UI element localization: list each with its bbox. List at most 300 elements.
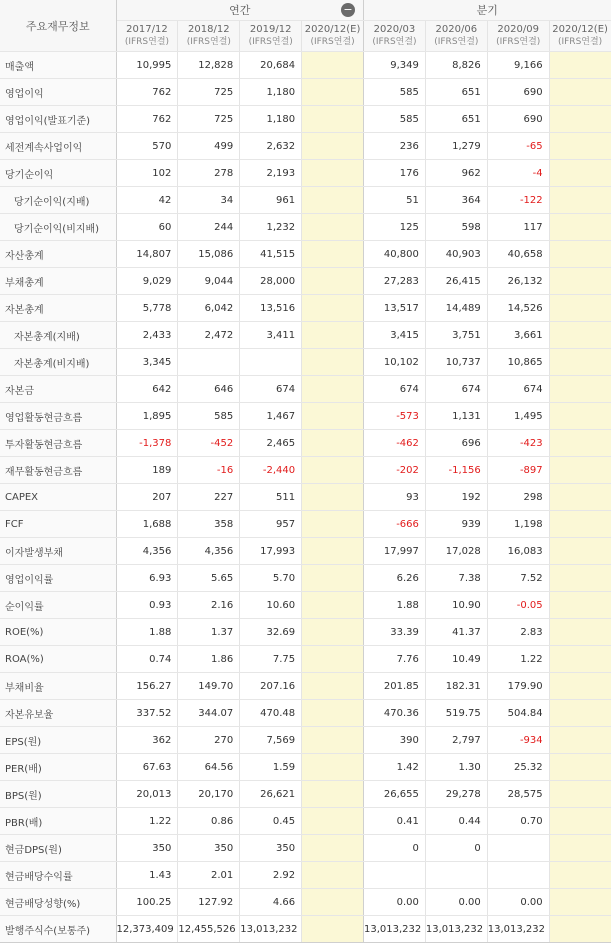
value-cell: 350 — [240, 835, 302, 862]
value-cell: 2,465 — [240, 430, 302, 457]
row-label: 당기순이익 — [0, 160, 116, 187]
value-cell — [549, 808, 611, 835]
value-cell: 9,044 — [178, 268, 240, 295]
value-cell: 585 — [364, 106, 426, 133]
row-label: 자산총계 — [0, 241, 116, 268]
value-cell — [549, 106, 611, 133]
period-label: 2020/09 — [497, 24, 539, 35]
value-cell: 149.70 — [178, 673, 240, 700]
value-cell: 278 — [178, 160, 240, 187]
row-label: FCF — [0, 511, 116, 538]
value-cell — [549, 727, 611, 754]
value-cell: 350 — [178, 835, 240, 862]
value-cell: 13,013,232 — [364, 916, 426, 943]
value-cell — [549, 538, 611, 565]
value-cell: 64.56 — [178, 754, 240, 781]
value-cell: 189 — [116, 457, 178, 484]
value-cell: 15,086 — [178, 241, 240, 268]
value-cell — [549, 916, 611, 943]
period-label: 2020/06 — [435, 24, 478, 35]
value-cell: 0.41 — [364, 808, 426, 835]
table-row — [0, 511, 611, 538]
value-cell: 20,684 — [240, 52, 302, 79]
value-cell: -666 — [364, 511, 426, 538]
value-cell: 10,102 — [364, 349, 426, 376]
value-cell — [302, 889, 364, 916]
value-cell: 0 — [425, 835, 487, 862]
value-cell: 585 — [364, 79, 426, 106]
value-cell: 1,131 — [425, 403, 487, 430]
value-cell: 585 — [178, 403, 240, 430]
value-cell: 26,415 — [425, 268, 487, 295]
value-cell: 1,198 — [487, 511, 549, 538]
value-cell: 390 — [364, 727, 426, 754]
value-cell — [549, 79, 611, 106]
value-cell: 957 — [240, 511, 302, 538]
value-cell: 2.92 — [240, 862, 302, 889]
value-cell — [302, 484, 364, 511]
value-cell — [302, 754, 364, 781]
row-label: 영업활동현금흐름 — [0, 403, 116, 430]
row-label: 부채비율 — [0, 673, 116, 700]
value-cell: 1.30 — [425, 754, 487, 781]
row-label: ROE(%) — [0, 619, 116, 646]
value-cell — [302, 241, 364, 268]
value-cell: 26,132 — [487, 268, 549, 295]
value-cell: 67.63 — [116, 754, 178, 781]
value-cell — [302, 619, 364, 646]
value-cell: 13,013,232 — [487, 916, 549, 943]
table-row — [0, 673, 611, 700]
value-cell — [487, 862, 549, 889]
value-cell — [549, 565, 611, 592]
value-cell — [549, 133, 611, 160]
value-cell: 125 — [364, 214, 426, 241]
value-cell: 41,515 — [240, 241, 302, 268]
value-cell: 100.25 — [116, 889, 178, 916]
row-label: 부채총계 — [0, 268, 116, 295]
row-label: 세전계속사업이익 — [0, 133, 116, 160]
value-cell: 674 — [240, 376, 302, 403]
value-cell — [302, 187, 364, 214]
value-cell — [364, 862, 426, 889]
value-cell: 0.74 — [116, 646, 178, 673]
value-cell: 1.37 — [178, 619, 240, 646]
period-label: 2019/12 — [249, 24, 292, 35]
value-cell: 41.37 — [425, 619, 487, 646]
row-label: 현금DPS(원) — [0, 835, 116, 862]
value-cell — [549, 376, 611, 403]
value-cell: 227 — [178, 484, 240, 511]
value-cell: 1,895 — [116, 403, 178, 430]
value-cell — [549, 646, 611, 673]
value-cell — [302, 133, 364, 160]
value-cell — [549, 862, 611, 889]
value-cell: 192 — [425, 484, 487, 511]
table-row — [0, 484, 611, 511]
annual-label: 연간 — [229, 4, 251, 17]
value-cell — [302, 106, 364, 133]
value-cell: 2,632 — [240, 133, 302, 160]
value-cell: 201.85 — [364, 673, 426, 700]
value-cell: 28,575 — [487, 781, 549, 808]
value-cell: 7,569 — [240, 727, 302, 754]
table-row — [0, 889, 611, 916]
value-cell — [549, 835, 611, 862]
table-row — [0, 727, 611, 754]
value-cell: 0.44 — [425, 808, 487, 835]
value-cell: 7.76 — [364, 646, 426, 673]
row-label: 자본총계 — [0, 295, 116, 322]
value-cell: 350 — [116, 835, 178, 862]
value-cell: 1,180 — [240, 79, 302, 106]
value-cell: 519.75 — [425, 700, 487, 727]
value-cell: 598 — [425, 214, 487, 241]
value-cell: -65 — [487, 133, 549, 160]
table-row — [0, 160, 611, 187]
value-cell — [302, 538, 364, 565]
value-cell: 762 — [116, 79, 178, 106]
value-cell — [549, 187, 611, 214]
value-cell: 362 — [116, 727, 178, 754]
value-cell — [549, 349, 611, 376]
table-row — [0, 79, 611, 106]
value-cell: 1.22 — [116, 808, 178, 835]
row-label: PBR(배) — [0, 808, 116, 835]
value-cell: 2,472 — [178, 322, 240, 349]
value-cell: 34 — [178, 187, 240, 214]
value-cell — [549, 511, 611, 538]
value-cell: 13,013,232 — [425, 916, 487, 943]
table-row — [0, 430, 611, 457]
value-cell: 13,517 — [364, 295, 426, 322]
value-cell: 13,013,232 — [240, 916, 302, 943]
period-header — [116, 21, 178, 52]
value-cell: 337.52 — [116, 700, 178, 727]
value-cell: 0.00 — [364, 889, 426, 916]
value-cell: 3,661 — [487, 322, 549, 349]
value-cell: 10.90 — [425, 592, 487, 619]
value-cell: 17,028 — [425, 538, 487, 565]
value-cell — [302, 511, 364, 538]
row-label: 순이익률 — [0, 592, 116, 619]
value-cell — [302, 376, 364, 403]
table-row — [0, 808, 611, 835]
value-cell: -934 — [487, 727, 549, 754]
quarter-label: 분기 — [476, 4, 498, 17]
row-label: 자본유보율 — [0, 700, 116, 727]
value-cell: 16,083 — [487, 538, 549, 565]
value-cell: 7.52 — [487, 565, 549, 592]
row-label: 투자활동현금흐름 — [0, 430, 116, 457]
value-cell: 26,621 — [240, 781, 302, 808]
value-cell: 961 — [240, 187, 302, 214]
value-cell: 696 — [425, 430, 487, 457]
table-row — [0, 214, 611, 241]
period-label: 2020/12(E) — [304, 24, 361, 35]
value-cell — [549, 457, 611, 484]
value-cell: 20,170 — [178, 781, 240, 808]
value-cell: 102 — [116, 160, 178, 187]
value-cell: 1.88 — [364, 592, 426, 619]
value-cell: 725 — [178, 106, 240, 133]
value-cell — [302, 349, 364, 376]
period-header — [178, 21, 240, 52]
value-cell: 51 — [364, 187, 426, 214]
period-header — [487, 21, 549, 52]
value-cell: 28,000 — [240, 268, 302, 295]
accounting-basis: (IFRS연결) — [124, 37, 170, 47]
value-cell — [302, 268, 364, 295]
value-cell — [302, 835, 364, 862]
row-label: 자본총계(지배) — [0, 322, 116, 349]
corner-header: 주요재무정보 — [0, 0, 116, 52]
value-cell: 499 — [178, 133, 240, 160]
period-label: 2017/12 — [126, 24, 168, 35]
value-cell: 14,526 — [487, 295, 549, 322]
value-cell: 6.26 — [364, 565, 426, 592]
value-cell: 7.75 — [240, 646, 302, 673]
row-label: 당기순이익(비지배) — [0, 214, 116, 241]
value-cell: 642 — [116, 376, 178, 403]
value-cell — [302, 592, 364, 619]
table-row — [0, 403, 611, 430]
table-row — [0, 322, 611, 349]
annual-group-header — [116, 0, 364, 21]
value-cell: 2,433 — [116, 322, 178, 349]
value-cell: 1,467 — [240, 403, 302, 430]
value-cell: 0.93 — [116, 592, 178, 619]
row-label: CAPEX — [0, 484, 116, 511]
value-cell — [302, 430, 364, 457]
period-label: 2020/12(E) — [552, 24, 608, 35]
value-cell: 3,415 — [364, 322, 426, 349]
value-cell: 60 — [116, 214, 178, 241]
value-cell: 26,655 — [364, 781, 426, 808]
value-cell: 3,751 — [425, 322, 487, 349]
table-row — [0, 538, 611, 565]
value-cell: 470.48 — [240, 700, 302, 727]
value-cell: 2.01 — [178, 862, 240, 889]
value-cell: 344.07 — [178, 700, 240, 727]
value-cell: 674 — [364, 376, 426, 403]
value-cell — [302, 781, 364, 808]
value-cell — [549, 673, 611, 700]
accounting-basis: (IFRS연결) — [372, 37, 417, 47]
accounting-basis: (IFRS연결) — [186, 37, 231, 47]
row-label: 영업이익 — [0, 79, 116, 106]
value-cell: 182.31 — [425, 673, 487, 700]
value-cell: 2,193 — [240, 160, 302, 187]
value-cell: 20,013 — [116, 781, 178, 808]
value-cell: 29,278 — [425, 781, 487, 808]
value-cell: 674 — [425, 376, 487, 403]
period-header — [240, 21, 302, 52]
value-cell: 7.38 — [425, 565, 487, 592]
value-cell: 470.36 — [364, 700, 426, 727]
value-cell — [549, 700, 611, 727]
value-cell — [549, 754, 611, 781]
value-cell: 13,516 — [240, 295, 302, 322]
value-cell: 27,283 — [364, 268, 426, 295]
value-cell — [549, 781, 611, 808]
table-row — [0, 133, 611, 160]
value-cell: 2.16 — [178, 592, 240, 619]
value-cell — [302, 214, 364, 241]
value-cell: 6,042 — [178, 295, 240, 322]
value-cell — [549, 403, 611, 430]
value-cell — [549, 619, 611, 646]
table-row — [0, 754, 611, 781]
value-cell: 40,903 — [425, 241, 487, 268]
value-cell: 93 — [364, 484, 426, 511]
table-row — [0, 646, 611, 673]
value-cell: 5.70 — [240, 565, 302, 592]
value-cell: 127.92 — [178, 889, 240, 916]
value-cell: 1,279 — [425, 133, 487, 160]
accounting-basis: (IFRS연결) — [310, 37, 355, 47]
value-cell — [549, 241, 611, 268]
value-cell — [240, 349, 302, 376]
value-cell: -1,156 — [425, 457, 487, 484]
value-cell: 358 — [178, 511, 240, 538]
value-cell: 5.65 — [178, 565, 240, 592]
value-cell — [549, 592, 611, 619]
value-cell: 1.43 — [116, 862, 178, 889]
value-cell: 690 — [487, 79, 549, 106]
value-cell: -2,440 — [240, 457, 302, 484]
value-cell: -573 — [364, 403, 426, 430]
value-cell: 1,232 — [240, 214, 302, 241]
value-cell: 1,180 — [240, 106, 302, 133]
value-cell — [302, 862, 364, 889]
value-cell — [549, 214, 611, 241]
value-cell: 0 — [364, 835, 426, 862]
value-cell: 12,828 — [178, 52, 240, 79]
value-cell: 117 — [487, 214, 549, 241]
row-label: 영업이익률 — [0, 565, 116, 592]
value-cell — [302, 727, 364, 754]
accounting-basis: (IFRS연결) — [248, 37, 293, 47]
table-row — [0, 862, 611, 889]
value-cell — [302, 700, 364, 727]
row-label: ROA(%) — [0, 646, 116, 673]
period-header — [302, 21, 364, 52]
table-row — [0, 52, 611, 79]
collapse-annual-icon[interactable]: − — [341, 3, 355, 17]
value-cell — [549, 268, 611, 295]
row-label: 당기순이익(지배) — [0, 187, 116, 214]
row-label: 재무활동현금흐름 — [0, 457, 116, 484]
value-cell — [549, 889, 611, 916]
value-cell: 42 — [116, 187, 178, 214]
table-row — [0, 241, 611, 268]
value-cell — [425, 862, 487, 889]
period-label: 2020/03 — [373, 24, 416, 35]
value-cell: 651 — [425, 79, 487, 106]
value-cell: 364 — [425, 187, 487, 214]
period-header — [549, 21, 611, 52]
value-cell — [178, 349, 240, 376]
value-cell — [549, 52, 611, 79]
value-cell — [549, 430, 611, 457]
value-cell: -122 — [487, 187, 549, 214]
row-label: 현금배당성향(%) — [0, 889, 116, 916]
value-cell — [549, 322, 611, 349]
value-cell: 1.59 — [240, 754, 302, 781]
value-cell: 270 — [178, 727, 240, 754]
table-row — [0, 592, 611, 619]
value-cell: 14,489 — [425, 295, 487, 322]
value-cell — [302, 403, 364, 430]
value-cell: 725 — [178, 79, 240, 106]
value-cell — [302, 673, 364, 700]
value-cell: 1,688 — [116, 511, 178, 538]
accounting-basis: (IFRS연결) — [434, 37, 479, 47]
value-cell: 17,993 — [240, 538, 302, 565]
value-cell: 244 — [178, 214, 240, 241]
value-cell: 9,349 — [364, 52, 426, 79]
value-cell: 511 — [240, 484, 302, 511]
value-cell: 176 — [364, 160, 426, 187]
table-row — [0, 781, 611, 808]
value-cell: 674 — [487, 376, 549, 403]
value-cell: 236 — [364, 133, 426, 160]
value-cell — [549, 160, 611, 187]
row-label: 영업이익(발표기준) — [0, 106, 116, 133]
row-label: 매출액 — [0, 52, 116, 79]
value-cell: 179.90 — [487, 673, 549, 700]
value-cell: -423 — [487, 430, 549, 457]
value-cell: 10.60 — [240, 592, 302, 619]
value-cell — [302, 160, 364, 187]
table-row — [0, 916, 611, 943]
table-row — [0, 349, 611, 376]
row-label: 자본금 — [0, 376, 116, 403]
value-cell: 14,807 — [116, 241, 178, 268]
value-cell — [302, 457, 364, 484]
value-cell: 0.86 — [178, 808, 240, 835]
row-label: 이자발생부채 — [0, 538, 116, 565]
accounting-basis: (IFRS연결) — [557, 37, 603, 47]
row-label: 현금배당수익률 — [0, 862, 116, 889]
value-cell: 40,658 — [487, 241, 549, 268]
value-cell: 0.70 — [487, 808, 549, 835]
value-cell: 5,778 — [116, 295, 178, 322]
value-cell: 504.84 — [487, 700, 549, 727]
value-cell — [302, 808, 364, 835]
quarter-group-header — [364, 0, 611, 21]
value-cell: -1,378 — [116, 430, 178, 457]
row-label: 발행주식수(보통주) — [0, 916, 116, 943]
value-cell: 570 — [116, 133, 178, 160]
value-cell: 2,797 — [425, 727, 487, 754]
row-label: BPS(원) — [0, 781, 116, 808]
value-cell: 298 — [487, 484, 549, 511]
value-cell: 1.42 — [364, 754, 426, 781]
value-cell: -4 — [487, 160, 549, 187]
value-cell: 12,373,409 — [116, 916, 178, 943]
value-cell: 8,826 — [425, 52, 487, 79]
value-cell: 25.32 — [487, 754, 549, 781]
value-cell: -462 — [364, 430, 426, 457]
value-cell: -897 — [487, 457, 549, 484]
table-row — [0, 187, 611, 214]
value-cell — [487, 835, 549, 862]
value-cell: 9,029 — [116, 268, 178, 295]
value-cell: 33.39 — [364, 619, 426, 646]
table-row — [0, 565, 611, 592]
